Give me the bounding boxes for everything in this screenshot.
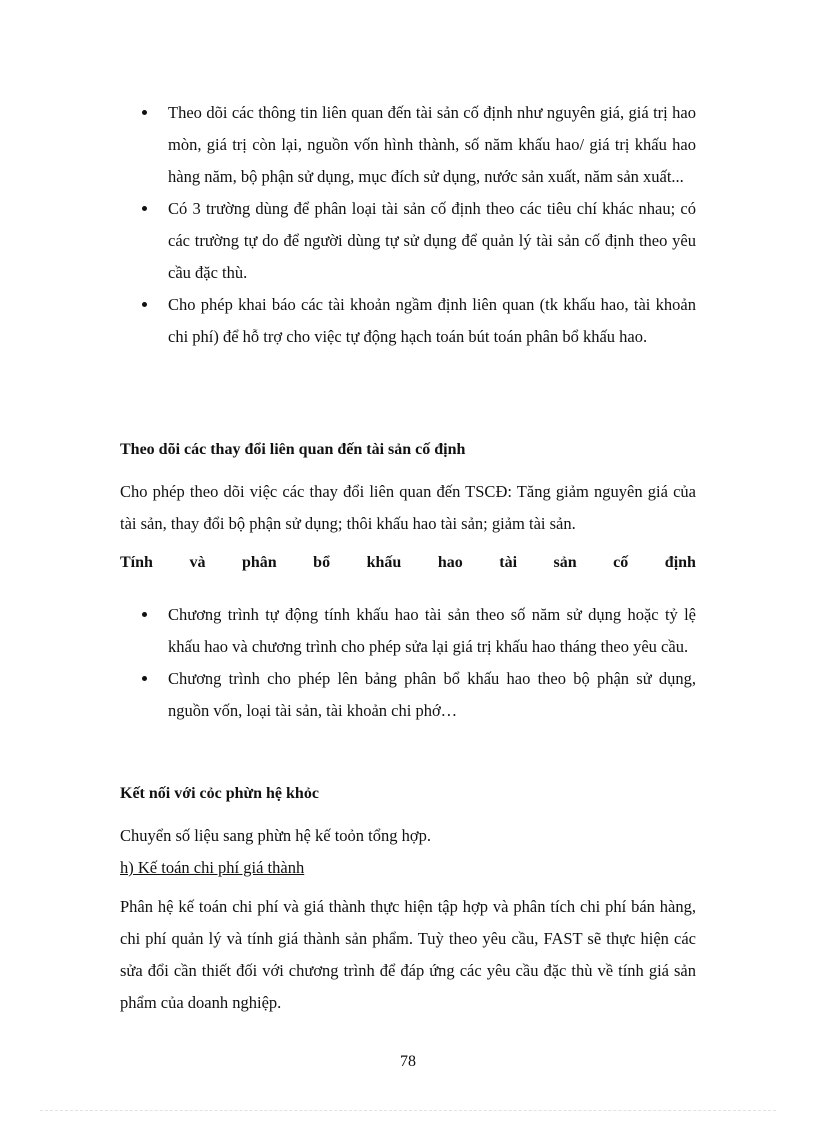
heading-word: tài	[499, 554, 518, 571]
page-number: 78	[400, 1053, 416, 1070]
paragraph-connect: Chuyển số liệu sang phừn hệ kế toỏn tổng hợp.	[120, 826, 431, 845]
list-item-text: Theo dõi các thông tin liên quan đến tài sản cố định như nguyên giá, giá trị hao mòn, giá trị còn lại, nguồn vốn hình thành, số năm khấu hao/ giá trị khấu hao hàng năm, bộ phận sử dụng, mục đích sử dụng, nước sản xuất, năm sản xuất...	[168, 103, 696, 186]
list-item	[120, 599, 696, 663]
paragraph-cost: Phân hệ kế toán chi phí và giá thành thực hiện tập hợp và phân tích chi phí bán hàng, chi phí quản lý và tính giá thành sản phẩm. Tuỳ theo yêu cầu, FAST sẽ thực hiện các sửa đổi cần thiết đối với chương trình để đáp ứng các yêu cầu đặc thù về tính giá sản phẩm của doanh nghiệp.	[120, 897, 696, 1012]
heading-word: Tính	[120, 554, 153, 571]
list-item-text: Chương trình cho phép lên bảng phân bổ khấu hao theo bộ phận sử dụng, nguồn vốn, loại tài sản, tài khoản chi phớ…	[168, 669, 696, 720]
list-item-text: Chương trình tự động tính khấu hao tài sản theo số năm sử dụng hoặc tỷ lệ khấu hao và chương trình cho phép sửa lại giá trị khấu hao tháng theo yêu cầu.	[168, 605, 696, 656]
bullet-icon	[142, 206, 147, 211]
bullet-icon	[142, 110, 147, 115]
section-h-title: h) Kế toán chi phí giá thành	[120, 858, 305, 877]
heading-word: khấu	[366, 554, 402, 571]
bullet-icon	[142, 676, 147, 681]
list-item-text: Có 3 trường dùng để phân loại tài sản cố định theo các tiêu chí khác nhau; có các trường tự do để người dùng tự sử dụng để quản lý tài sản cố định theo yêu cầu đặc thù.	[168, 199, 696, 282]
paragraph-changes: Cho phép theo dõi việc các thay đổi liên quan đến TSCĐ: Tăng giảm nguyên giá của tài sản, thay đổi bộ phận sử dụng; thôi khấu hao tài sản; giảm tài sản.	[120, 482, 696, 533]
heading-word: định	[664, 554, 696, 571]
heading-word: và	[189, 554, 206, 571]
bullet-icon	[142, 612, 147, 617]
section-heading-depreciation	[120, 554, 696, 572]
list-item	[120, 663, 696, 727]
section-heading-connect: Kết nối với cỏc phừn hệ khỏc	[120, 785, 319, 802]
heading-word: cố	[613, 554, 629, 571]
list-item	[120, 97, 696, 193]
list-item-text: Cho phép khai báo các tài khoản ngầm định liên quan (tk khấu hao, tài khoản chi phí) để hỗ trợ cho việc tự động hạch toán bút toán phân bổ khấu hao.	[168, 295, 696, 346]
bullet-list-depreciation	[120, 599, 696, 727]
list-item	[120, 193, 696, 289]
section-heading-changes: Theo dõi các thay đổi liên quan đến tài sản cố định	[120, 441, 466, 458]
heading-word: sản	[553, 554, 577, 571]
list-item	[120, 289, 696, 353]
heading-word: hao	[437, 554, 463, 571]
heading-word: phân	[241, 554, 277, 571]
bullet-list-asset-tracking	[120, 97, 696, 353]
bullet-icon	[142, 302, 147, 307]
page-bottom-divider	[40, 1110, 776, 1111]
heading-word: bổ	[313, 554, 331, 571]
